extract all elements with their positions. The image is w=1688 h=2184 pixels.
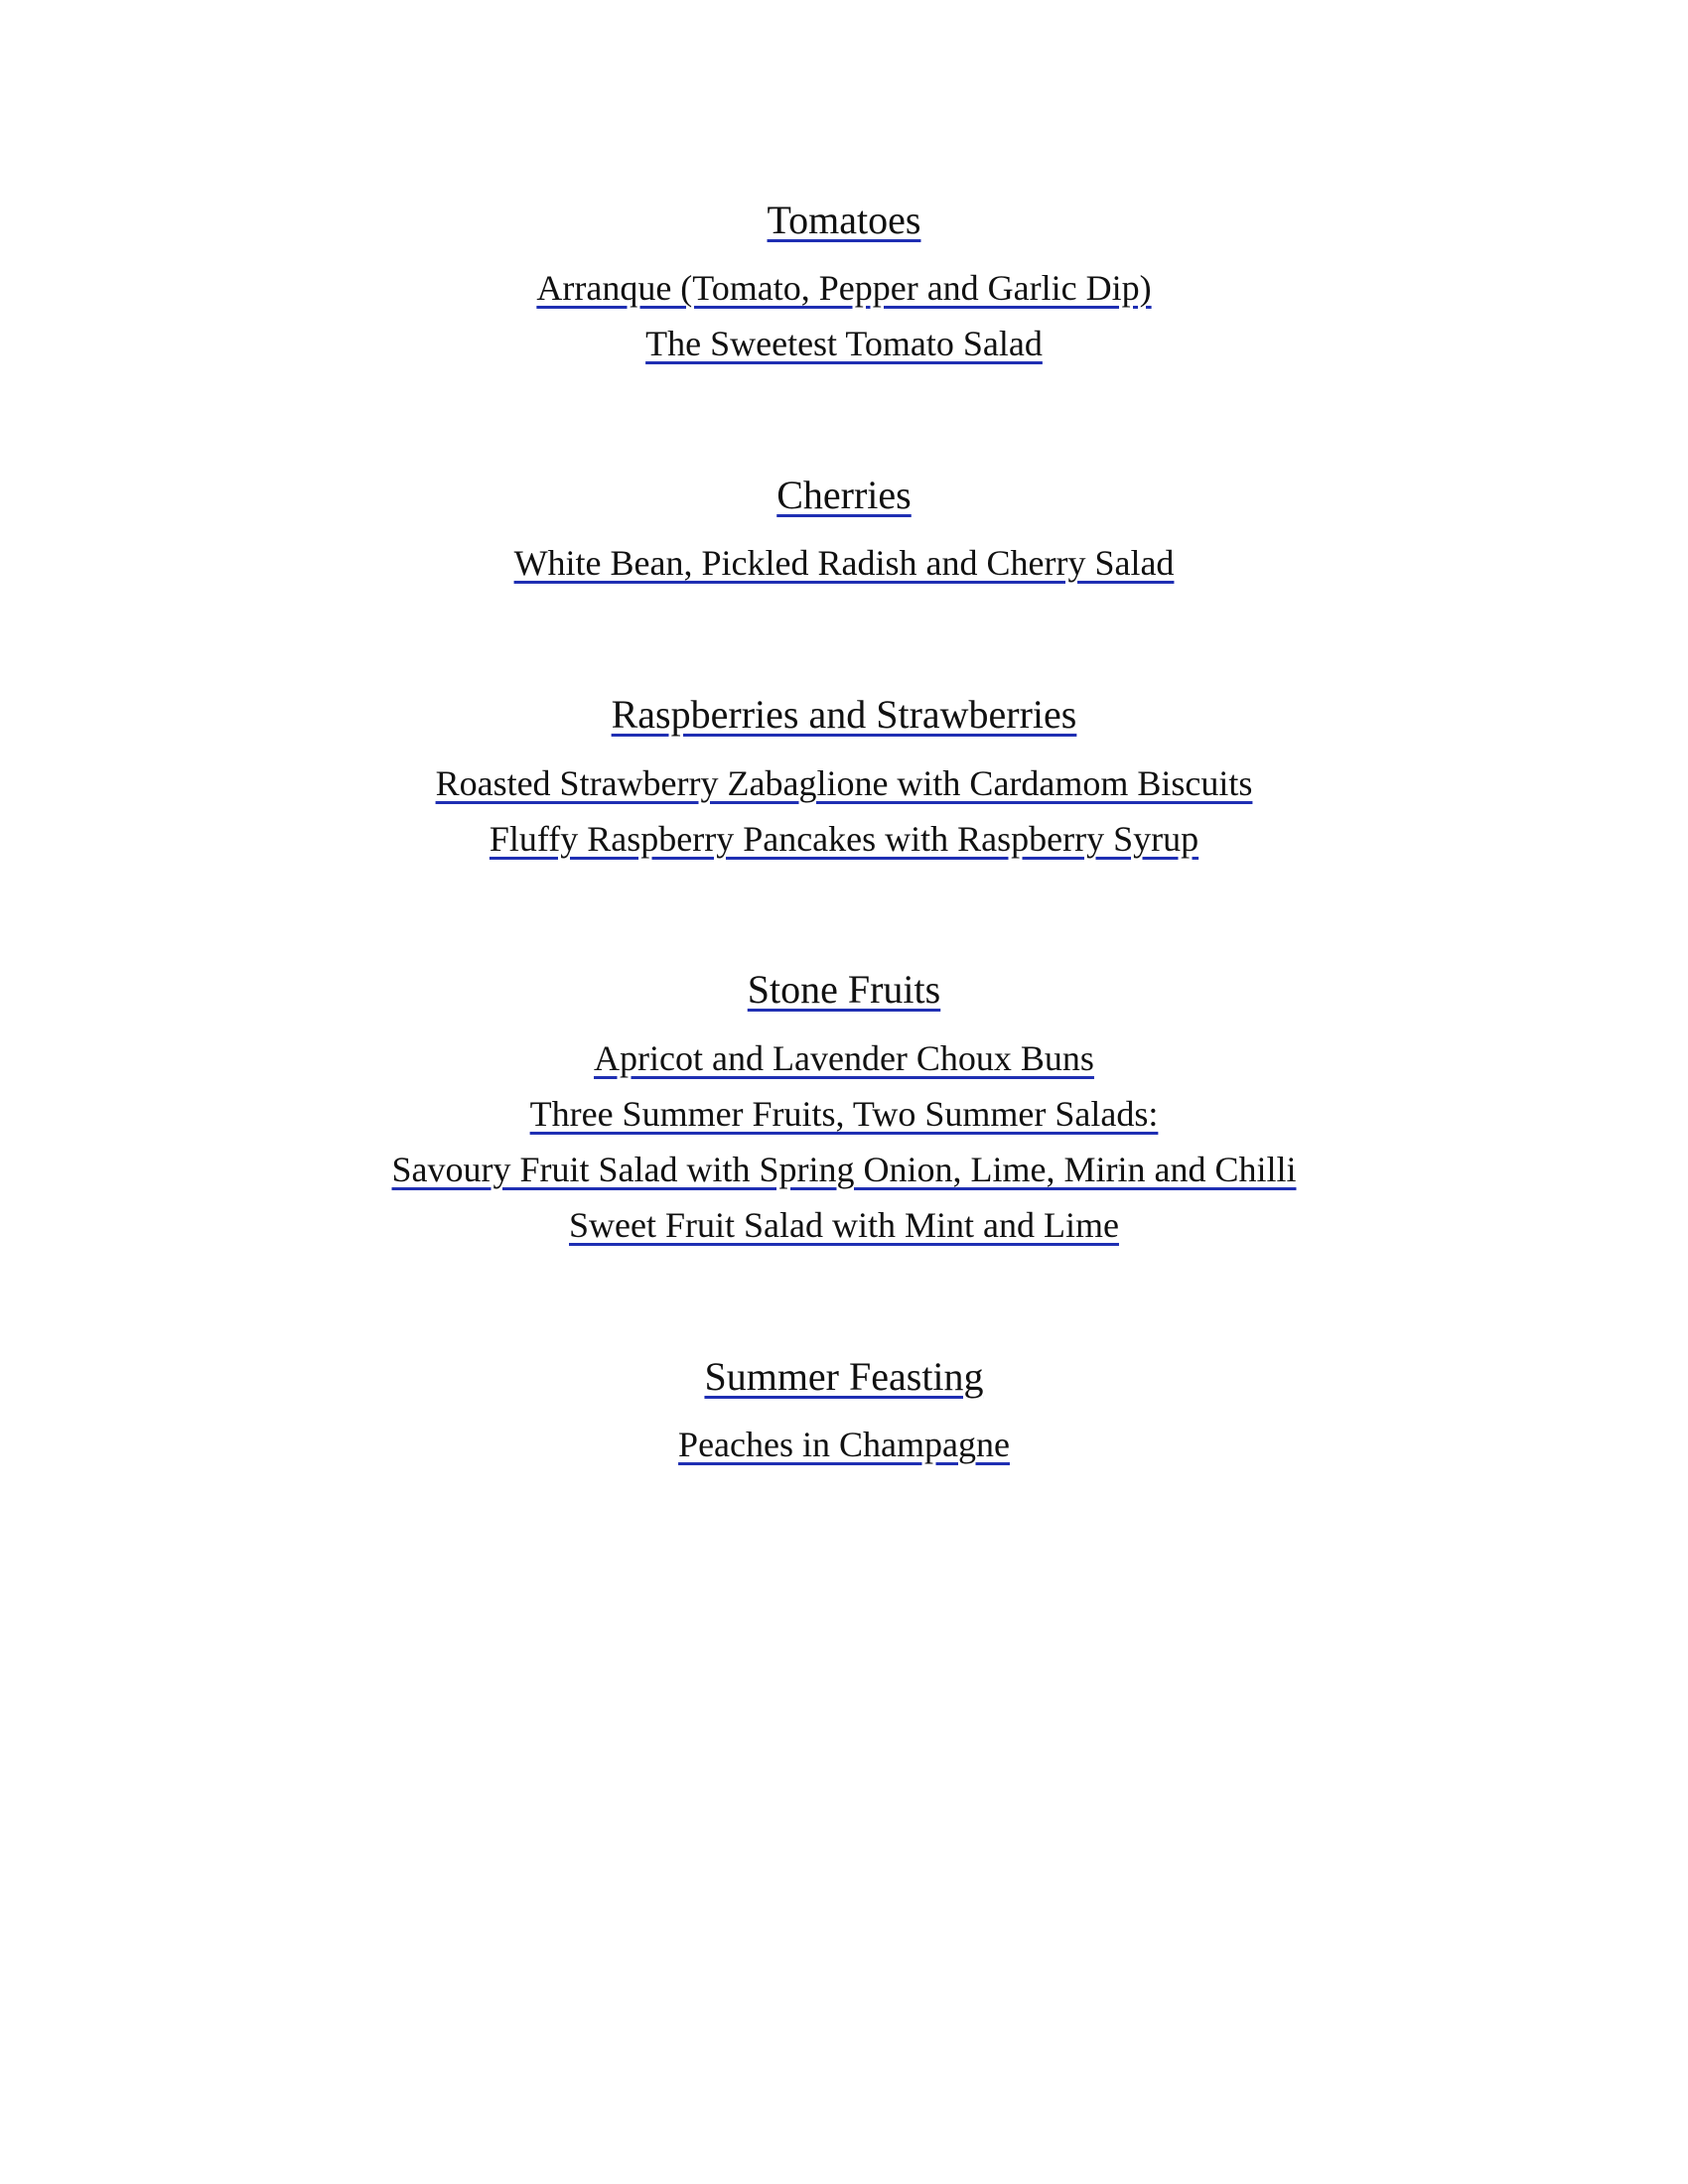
section-heading-link[interactable]: Summer Feasting (704, 1354, 984, 1399)
recipe-link-arranque[interactable] (0, 270, 1688, 306)
recipe-link-text[interactable]: White Bean, Pickled Radish and Cherry Salad (513, 543, 1175, 583)
recipe-link-peaches-in-champagne[interactable] (0, 1427, 1688, 1462)
section-heading-link[interactable]: Tomatoes (767, 198, 921, 242)
section-heading-stone-fruits[interactable] (0, 967, 1688, 1012)
section-heading-link[interactable]: Stone Fruits (747, 967, 941, 1012)
section-heading-raspberries-strawberries[interactable] (0, 692, 1688, 737)
section-heading-tomatoes[interactable] (0, 198, 1688, 242)
recipe-link-text[interactable]: Three Summer Fruits, Two Summer Salads: (529, 1094, 1159, 1134)
recipe-link-text[interactable]: Fluffy Raspberry Pancakes with Raspberry Syrup (489, 819, 1199, 859)
section-heading-link[interactable]: Cherries (776, 473, 912, 517)
recipe-link-text[interactable]: Apricot and Lavender Choux Buns (594, 1038, 1094, 1078)
recipe-link-text[interactable]: Roasted Strawberry Zabaglione with Cardamom Biscuits (435, 763, 1253, 803)
recipe-link-sweet-fruit-salad[interactable] (0, 1207, 1688, 1243)
recipe-link-strawberry-zabaglione[interactable] (0, 765, 1688, 801)
recipe-link-raspberry-pancakes[interactable] (0, 821, 1688, 857)
recipe-link-text[interactable]: Arranque (Tomato, Pepper and Garlic Dip) (536, 268, 1152, 308)
recipe-link-savoury-fruit-salad[interactable] (0, 1152, 1688, 1187)
recipe-link-sweetest-tomato-salad[interactable] (0, 326, 1688, 361)
recipe-link-text[interactable]: Peaches in Champagne (678, 1425, 1010, 1464)
recipe-link-text[interactable]: Savoury Fruit Salad with Spring Onion, Lime, Mirin and Chilli (391, 1150, 1297, 1189)
section-heading-link[interactable]: Raspberries and Strawberries (611, 692, 1077, 737)
recipe-link-white-bean-salad[interactable] (0, 545, 1688, 581)
recipe-link-three-summer-fruits[interactable] (0, 1096, 1688, 1132)
recipe-link-text[interactable]: The Sweetest Tomato Salad (645, 324, 1043, 363)
recipe-link-choux-buns[interactable] (0, 1040, 1688, 1076)
recipe-link-text[interactable]: Sweet Fruit Salad with Mint and Lime (569, 1205, 1119, 1245)
section-heading-summer-feasting[interactable] (0, 1354, 1688, 1399)
section-heading-cherries[interactable] (0, 473, 1688, 517)
